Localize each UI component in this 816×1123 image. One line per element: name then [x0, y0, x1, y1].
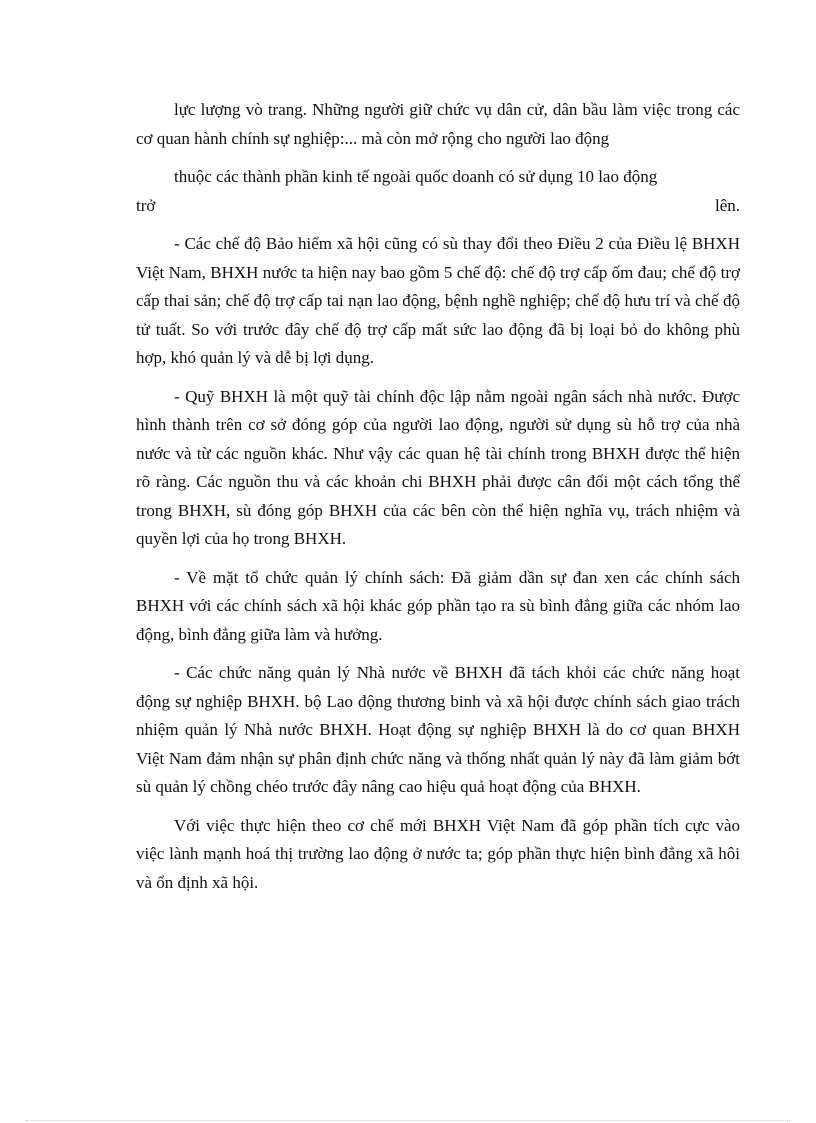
continuation-right-word: lên. — [714, 195, 740, 215]
paragraph-2-continuation — [136, 192, 740, 221]
continuation-left-word: trở — [136, 195, 156, 215]
paragraph-3: - Các chế độ Bảo hiểm xã hội cũng có sù thay đổi theo Điều 2 của Điều lệ BHXH Việt Nam, BHXH nước ta hiện nay bao gồm 5 chế độ: chế độ trợ cấp ốm đau; chế độ trợ cấp thai sản; chế độ trợ cấp tai nạn lao động, bệnh nghề nghiệp; chế độ hưu trí và chế độ tử tuất. So với trước đây chế độ trợ cấp mất sức lao động đã bị loại bỏ do không phù hợp, khó quản lý và dễ bị lợi dụng. — [136, 234, 740, 367]
page-bottom-divider — [26, 1120, 790, 1121]
paragraph-7: Với việc thực hiện theo cơ chế mới BHXH Việt Nam đã góp phần tích cực vào việc lành mạnh hoá thị trường lao động ở nước ta; góp phần thực hiện bình đẳng xã hôi và ổn định xã hội. — [136, 815, 740, 892]
paragraph-6: - Các chức năng quản lý Nhà nước về BHXH đã tách khỏi các chức năng hoạt động sự nghiệp BHXH. bộ Lao động thương binh và xã hội được chính sách giao trách nhiệm quản lý Nhà nước BHXH. Hoạt động sự nghiệp BHXH là do cơ quan BHXH Việt Nam đảm nhận sự phân định chức năng và thống nhất quản lý này đã làm giảm bớt sù quản lý chồng chéo trước đây nâng cao hiệu quả hoạt động của BHXH. — [136, 663, 740, 796]
paragraph-1: lực lượng vò trang. Những người giữ chức vụ dân cử, dân bầu làm việc trong các cơ quan hành chính sự nghiệp:... mà còn mở rộng cho người lao động — [136, 100, 740, 148]
paragraph-5: - Về mặt tổ chức quản lý chính sách: Đã giảm dần sự đan xen các chính sách BHXH với các chính sách xã hội khác góp phần tạo ra sù bình đẳng giữa các nhóm lao động, bình đẳng giữa làm và hưởng. — [136, 567, 740, 644]
paragraph-4: - Quỹ BHXH là một quỹ tài chính độc lập nằm ngoài ngân sách nhà nước. Được hình thành trên cơ sở đóng góp của người lao động, người sử dụng sù hỗ trợ của nhà nước và từ các nguồn khác. Như vậy các quan hệ tài chính trong BHXH được thể hiện rõ ràng. Các nguồn thu và các khoản chi BHXH phải được cân đối một cách tổng thể trong BHXH, sù đóng góp BHXH của các bên còn thể hiện nghĩa vụ, trách nhiệm và quyền lợi của họ trong BHXH. — [136, 386, 740, 548]
document-page — [136, 96, 740, 907]
paragraph-2: thuộc các thành phần kinh tế ngoài quốc doanh có sử dụng 10 lao động — [174, 167, 658, 186]
